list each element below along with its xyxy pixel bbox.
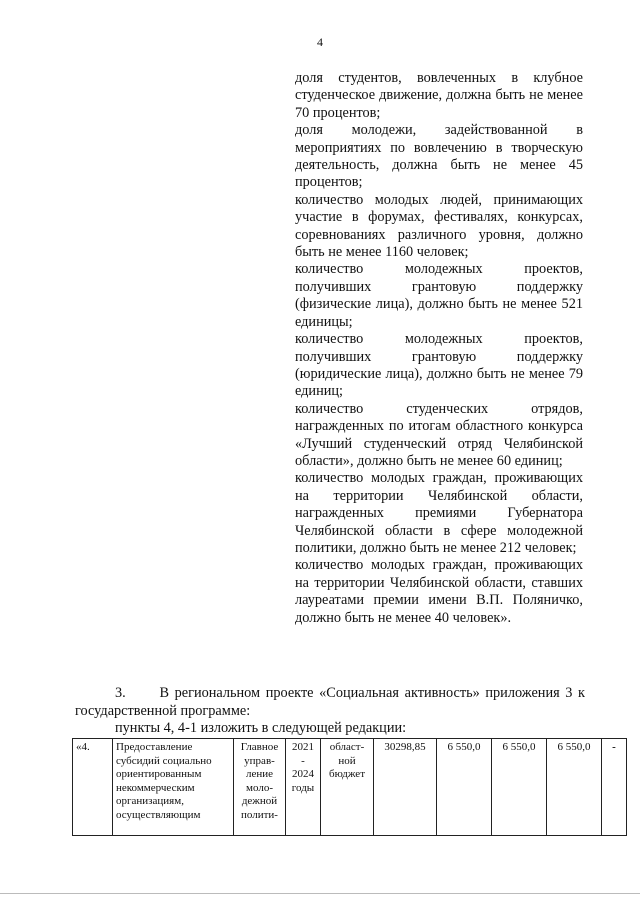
- amount-2023: 6 550,0: [547, 739, 602, 836]
- indicator-paragraph: количество молодежных проектов, получивших грантовую поддержку (физические лица), должно быть не менее 521 единицы;: [295, 261, 583, 330]
- section-number: 3.: [115, 685, 126, 701]
- section-3: [75, 685, 585, 720]
- period: 2021 - 2024 годы: [286, 739, 321, 836]
- section-body: В региональном проекте «Социальная активность» приложения 3 к государственной программе:: [75, 685, 585, 719]
- amount-2021: 6 550,0: [437, 739, 492, 836]
- indicator-paragraph: доля молодежи, задействованной в мероприятиях по вовлечению в творческую деятельность, должна быть не менее 45 процентов;: [295, 122, 583, 191]
- program-table: [72, 738, 627, 836]
- amount-2022: 6 550,0: [492, 739, 547, 836]
- indicator-paragraph: количество молодых граждан, проживающих на территории Челябинской области, ставших лауреатами премии имени В.П. Поляничко, должно быть не менее 40 человек».: [295, 557, 583, 626]
- indicator-paragraph: количество молодых граждан, проживающих на территории Челябинской области, награжденных премиями Губернатора Челябинской области в сфере молодежной политики, должно быть не менее 212 человек;: [295, 470, 583, 556]
- goal-indicators: [295, 70, 583, 627]
- row-number: «4.: [73, 739, 113, 836]
- last-cell: -: [602, 739, 627, 836]
- section-subtext: пункты 4, 4-1 изложить в следующей редакции:: [115, 720, 407, 736]
- measure-name: Предоставление субсидий социально ориентированным некоммерческим организациям, осуществляющим: [113, 739, 234, 836]
- indicator-paragraph: доля студентов, вовлеченных в клубное студенческое движение, должна быть не менее 70 процентов;: [295, 70, 583, 121]
- bottom-divider: [0, 893, 640, 894]
- page-number: 4: [317, 35, 323, 49]
- section-3-text: [75, 685, 585, 720]
- indicator-paragraph: количество студенческих отрядов, награжденных по итогам областного конкурса «Лучший студенческий отряд Челябинской области», должно быть не менее 60 единиц;: [295, 400, 583, 469]
- funding-source: област-ной бюджет: [321, 739, 374, 836]
- executor: Главное управ-ление моло-дежной полити-: [234, 739, 286, 836]
- table-row: [73, 739, 627, 836]
- indicator-paragraph: количество молодых людей, принимающих участие в форумах, фестивалях, конкурсах, соревнованиях различного уровня, должно быть не менее 1160 человек;: [295, 191, 583, 261]
- indicator-paragraph: количество молодежных проектов, получивших грантовую поддержку (юридические лица), должно быть не менее 79 единиц;: [295, 331, 583, 400]
- total-amount: 30298,85: [374, 739, 437, 836]
